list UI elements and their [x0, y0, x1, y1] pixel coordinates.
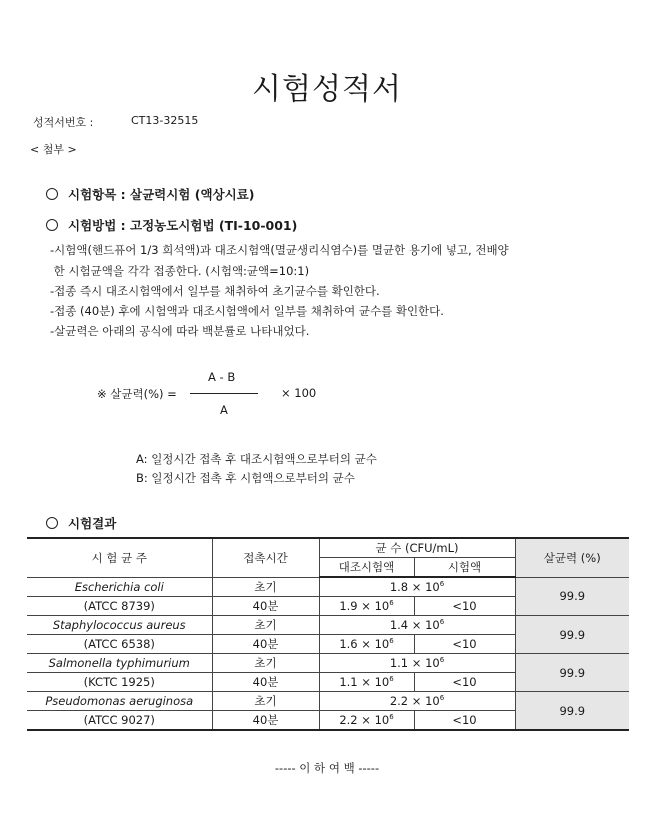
formula-numerator: A - B	[208, 370, 236, 384]
method-line-3: -접종 즉시 대조시험액에서 일부를 채취하여 초기균수를 확인한다.	[50, 284, 380, 298]
table-row	[27, 577, 629, 597]
time-40: 40분	[212, 635, 319, 654]
time-40: 40분	[212, 711, 319, 731]
organism-name: Staphylococcus aureus	[27, 616, 212, 635]
circle-bullet-icon	[46, 219, 58, 231]
test-item-heading	[46, 185, 254, 203]
report-number-value: CT13-32515	[131, 114, 199, 127]
header-kill-rate: 살균력 (%)	[515, 538, 629, 577]
time-initial: 초기	[212, 654, 319, 673]
test-count: <10	[414, 711, 515, 731]
results-heading	[46, 514, 116, 532]
formula-denominator: A	[220, 403, 228, 417]
initial-count: $2.2 \times 10^6$	[319, 692, 515, 711]
initial-count: $1.4 \times 10^6$	[319, 616, 515, 635]
kill-rate: 99.9	[515, 616, 629, 654]
header-control: 대조시험액	[319, 558, 414, 578]
header-strain: 시 험 균 주	[27, 538, 212, 577]
header-contact-time: 접촉시간	[212, 538, 319, 577]
kill-rate: 99.9	[515, 577, 629, 616]
circle-bullet-icon	[46, 188, 58, 200]
time-40: 40분	[212, 673, 319, 692]
organism-name: Salmonella typhimurium	[27, 654, 212, 673]
formula-label: ※ 살균력(%) =	[97, 387, 177, 401]
kill-rate: 99.9	[515, 654, 629, 692]
control-count: $1.9 \times 10^6$	[319, 597, 414, 616]
time-initial: 초기	[212, 692, 319, 711]
table-row	[27, 654, 629, 673]
initial-count: $1.1 \times 10^6$	[319, 654, 515, 673]
time-initial: 초기	[212, 616, 319, 635]
control-count: $1.6 \times 10^6$	[319, 635, 414, 654]
time-40: 40분	[212, 597, 319, 616]
control-count: $1.1 \times 10^6$	[319, 673, 414, 692]
initial-count: $1.8 \times 10^6$	[319, 577, 515, 597]
test-method-heading	[46, 216, 297, 234]
circle-bullet-icon	[46, 517, 58, 529]
time-initial: 초기	[212, 577, 319, 597]
organism-name: Pseudomonas aeruginosa	[27, 692, 212, 711]
results-table	[27, 537, 629, 731]
strain-id: (ATCC 9027)	[27, 711, 212, 731]
test-count: <10	[414, 673, 515, 692]
kill-rate: 99.9	[515, 692, 629, 731]
strain-id: (ATCC 6538)	[27, 635, 212, 654]
method-line-2: 한 시험균액을 각각 접종한다. (시험액:균액=10:1)	[50, 264, 310, 278]
fraction-line	[190, 393, 258, 394]
report-number-label: 성적서번호 :	[33, 116, 94, 129]
results-heading-text: 시험결과	[68, 516, 117, 531]
organism-name: Escherichia coli	[27, 577, 212, 597]
definition-a: A: 일정시간 접촉 후 대조시험액으로부터의 균수	[136, 452, 377, 466]
end-of-document-marker: ----- 이 하 여 백 -----	[274, 761, 380, 775]
header-test: 시험액	[414, 558, 515, 578]
control-count: $2.2 \times 10^6$	[319, 711, 414, 731]
method-line-4: -접종 (40분) 후에 시험액과 대조시험액에서 일부를 채취하여 균수를 확인한다.	[50, 304, 444, 318]
table-row	[27, 616, 629, 635]
definition-b: B: 일정시간 접촉 후 시험액으로부터의 균수	[136, 471, 355, 485]
method-line-1: -시험액(핸드퓨어 1/3 희석액)과 대조시험액(멸균생리식염수)를 멸균한 용기에 넣고, 전배양	[50, 243, 509, 257]
test-method-text: 시험방법 : 고정농도시험법 (TI-10-001)	[68, 218, 298, 233]
test-item-text: 시험항목 : 살균력시험 (액상시료)	[68, 187, 255, 202]
strain-id: (KCTC 1925)	[27, 673, 212, 692]
test-count: <10	[414, 635, 515, 654]
formula-multiplier: × 100	[281, 386, 317, 400]
header-count: 균 수 (CFU/mL)	[319, 538, 515, 558]
attachment-label: < 첨부 >	[30, 143, 77, 156]
test-count: <10	[414, 597, 515, 616]
strain-id: (ATCC 8739)	[27, 597, 212, 616]
document-title: 시험성적서	[252, 72, 402, 107]
method-line-5: -살균력은 아래의 공식에 따라 백분률로 나타내었다.	[50, 324, 310, 338]
table-row	[27, 692, 629, 711]
